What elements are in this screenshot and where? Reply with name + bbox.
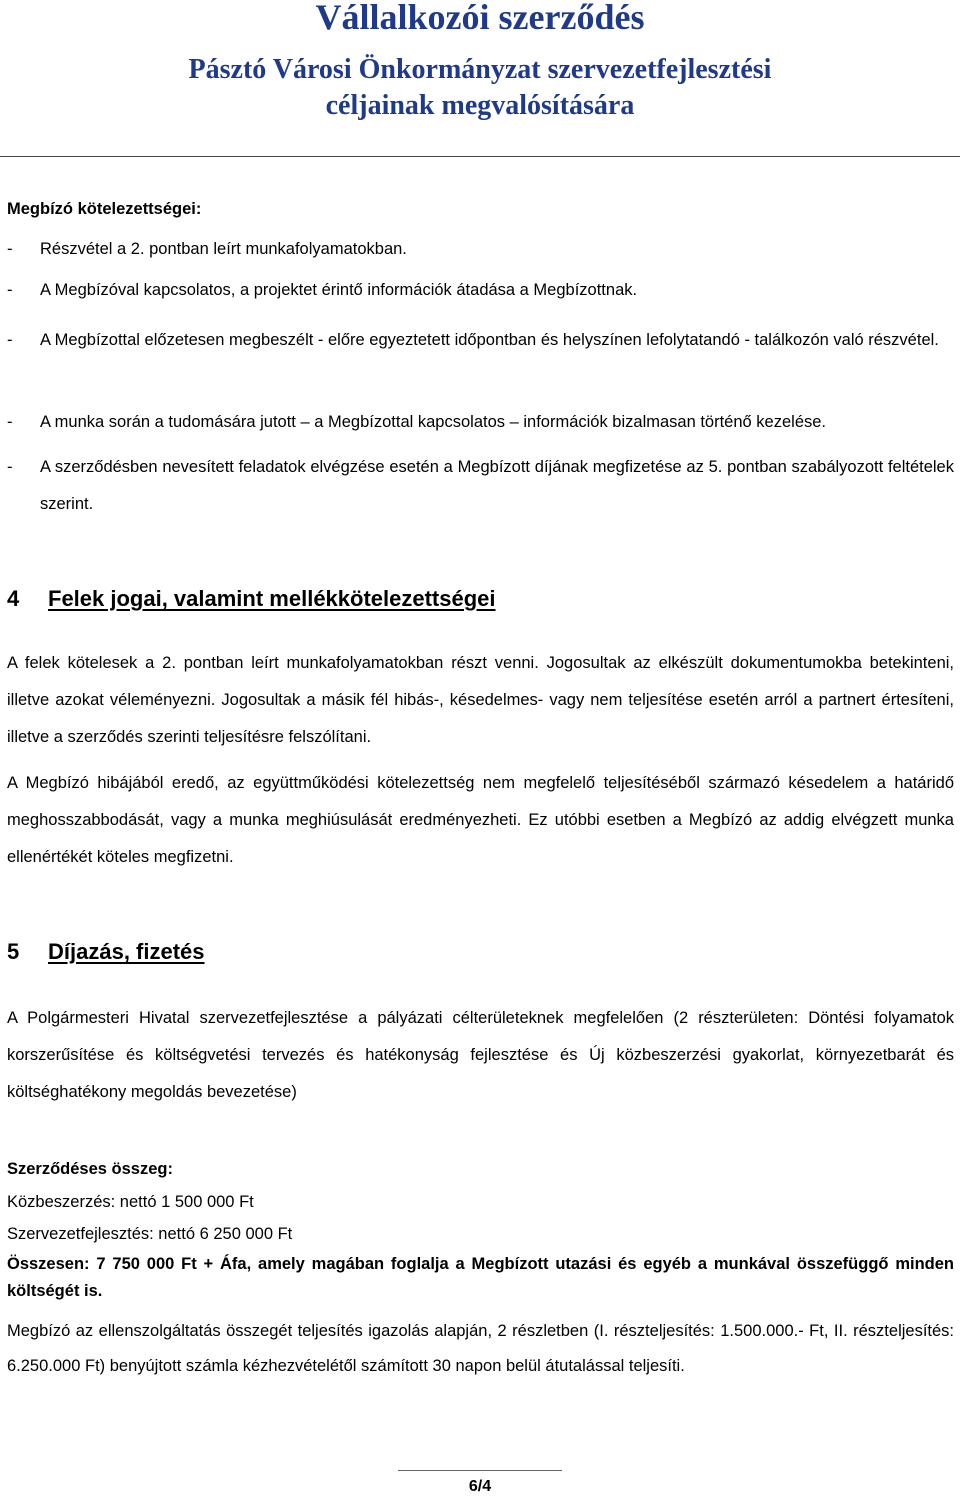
list-item — [7, 404, 954, 441]
header-divider — [0, 156, 960, 157]
obligation-item-2: A Megbízóval kapcsolatos, a projektet érintő információk átadása a Megbízottnak. — [40, 281, 638, 299]
page-number: 6/4 — [468, 1478, 492, 1495]
subtitle-line-1: Pásztó Városi Önkormányzat szervezetfejlesztési — [188, 54, 772, 85]
document-title: Vállalkozói szerződés — [315, 0, 645, 37]
obligations-heading: Megbízó kötelezettségei: — [7, 200, 202, 218]
list-item — [7, 231, 954, 268]
section-title: Díjazás, fizetés — [48, 939, 205, 964]
subtitle-line-2: céljainak megvalósítására — [325, 90, 635, 121]
section-number: 5 — [7, 939, 20, 964]
section-4-paragraph-2: A Megbízó hibájából eredő, az együttműködési kötelezettség nem megfelelő teljesítéséből származó késedelem a határidő meghosszabbodását, vagy a munka meghiúsulását eredményezheti. Ez utóbbi esetben a Megbízó az addig elvégzett munka ellenértékét köteles megfizetni. — [7, 774, 954, 866]
list-dash: - — [7, 281, 13, 299]
section-title: Felek jogai, valamint mellékkötelezettségei — [48, 586, 496, 611]
document-subtitle — [0, 52, 960, 124]
obligation-item-1: Részvétel a 2. pontban leírt munkafolyamatokban. — [40, 240, 407, 258]
section-5-paragraph-1: A Polgármesteri Hivatal szervezetfejlesztése a pályázati célterületeknek megfelelően (2 részterületen: Döntési folyamatok korszerűsítése és költségvetési tervezés és hatékonyság fejlesztése és Új közbeszerzési gyakorlat, környezetbarát és költséghatékony megoldás bevezetése) — [7, 1009, 954, 1101]
section-4-heading — [7, 584, 496, 614]
orgdev-amount: Szervezetfejlesztés: nettó 6 250 000 Ft — [7, 1225, 293, 1243]
list-item — [7, 322, 954, 359]
section-4-paragraph-1: A felek kötelesek a 2. pontban leírt munkafolyamatokban részt venni. Jogosultak az elkészült dokumentumokba betekinteni, illetve azokat véleményezni. Jogosultak a másik fél hibás-, késedelmes- vagy nem teljesítése esetén arról a partnert értesíteni, illetve a szerződés szerinti teljesítésre felszólítani. — [7, 654, 954, 746]
obligation-item-4: A munka során a tudomására jutott – a Megbízottal kapcsolatos – információk bizalmasan történő kezelése. — [40, 413, 827, 431]
list-dash: - — [7, 458, 13, 476]
total-amount: Összesen: 7 750 000 Ft + Áfa, amely magában foglalja a Megbízott utazási és egyéb a munkával összefüggő minden költségét is. — [7, 1255, 954, 1300]
list-item — [7, 272, 954, 309]
section-number: 4 — [7, 586, 20, 611]
procurement-amount: Közbeszerzés: nettó 1 500 000 Ft — [7, 1193, 254, 1211]
list-item — [7, 449, 954, 523]
payment-terms: Megbízó az ellenszolgáltatás összegét teljesítés igazolás alapján, 2 részletben (I. részteljesítés: 1.500.000.- Ft, II. részteljesítés: 6.250.000 Ft) benyújtott számla kézhezvételétől számított 30 napon belül átutalással teljesíti. — [7, 1322, 954, 1375]
list-dash: - — [7, 331, 13, 349]
footer-divider — [398, 1470, 562, 1471]
obligation-item-5: A szerződésben nevesített feladatok elvégzése esetén a Megbízott díjának megfizetése az 5. pontban szabályozott feltételek szerint. — [40, 458, 954, 513]
contract-amount-heading: Szerződéses összeg: — [7, 1160, 173, 1178]
section-5-heading — [7, 937, 205, 967]
obligation-item-3: A Megbízottal előzetesen megbeszélt - előre egyeztetett időpontban és helyszínen lefolytatandó - találkozón való részvétel. — [40, 331, 939, 349]
list-dash: - — [7, 240, 13, 258]
list-dash: - — [7, 413, 13, 431]
